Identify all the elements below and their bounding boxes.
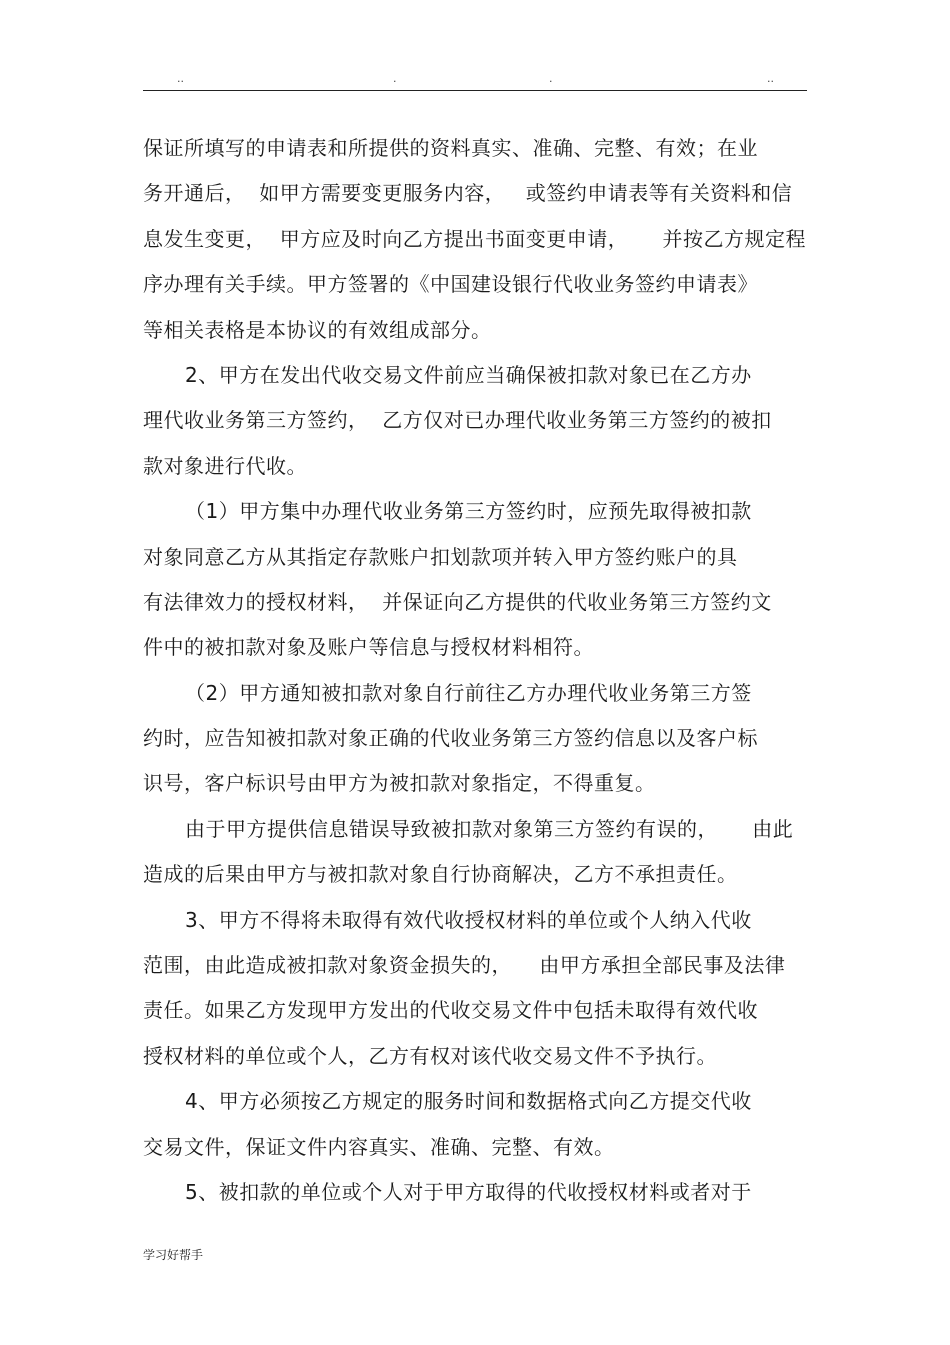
header-mark: . bbox=[549, 72, 553, 85]
text-line: 等相关表格是本协议的有效组成部分。 bbox=[143, 317, 492, 342]
text-line: （2）甲方通知被扣款对象自行前往乙方办理代收业务第三方签 bbox=[185, 680, 752, 705]
text-line: 2、甲方在发出代收交易文件前应当确保被扣款对象已在乙方办 bbox=[185, 362, 752, 387]
text-line: 授权材料的单位或个人，乙方有权对该代收交易文件不予执行。 bbox=[143, 1043, 717, 1068]
text-line: 约时，应告知被扣款对象正确的代收业务第三方签约信息以及客户标 bbox=[143, 726, 758, 751]
text-line: 息发生变更， 甲方应及时向乙方提出书面变更申请， 并按乙方规定程 bbox=[143, 226, 807, 251]
text-line: 5、被扣款的单位或个人对于甲方取得的代收授权材料或者对于 bbox=[185, 1179, 752, 1204]
text-line: 责任。如果乙方发现甲方发出的代收交易文件中包括未取得有效代收 bbox=[143, 998, 758, 1023]
text-line: 识号，客户标识号由甲方为被扣款对象指定，不得重复。 bbox=[143, 771, 656, 796]
text-line: 范围，由此造成被扣款对象资金损失的， 由甲方承担全部民事及法律 bbox=[143, 953, 786, 978]
text-line: 款对象进行代收。 bbox=[143, 453, 307, 478]
text-line: 保证所填写的申请表和所提供的资料真实、准确、完整、有效；在业 bbox=[143, 136, 758, 160]
page-footer: 学习好帮手 bbox=[143, 1248, 204, 1262]
text-line: 序办理有关手续。甲方签署的《中国建设银行代收业务签约申请表》 bbox=[143, 272, 758, 297]
text-line: 件中的被扣款对象及账户等信息与授权材料相符。 bbox=[143, 635, 594, 660]
text-line: 务开通后， 如甲方需要变更服务内容， 或签约申请表等有关资料和信 bbox=[143, 181, 793, 206]
page-header bbox=[143, 72, 807, 88]
text-line: 造成的后果由甲方与被扣款对象自行协商解决，乙方不承担责任。 bbox=[143, 862, 738, 887]
header-mark: .. bbox=[177, 72, 184, 85]
text-line: 有法律效力的授权材料， 并保证向乙方提供的代收业务第三方签约文 bbox=[143, 589, 772, 614]
document-body bbox=[143, 126, 807, 1215]
text-line: 交易文件，保证文件内容真实、准确、完整、有效。 bbox=[143, 1134, 615, 1159]
header-mark: .. bbox=[767, 72, 774, 85]
header-mark: . bbox=[393, 72, 397, 85]
text-line: 3、甲方不得将未取得有效代收授权材料的单位或个人纳入代收 bbox=[185, 907, 752, 932]
text-line: （1）甲方集中办理代收业务第三方签约时，应预先取得被扣款 bbox=[185, 499, 752, 524]
text-line: 4、甲方必须按乙方规定的服务时间和数据格式向乙方提交代收 bbox=[185, 1089, 752, 1114]
header-divider bbox=[143, 90, 807, 91]
text-line: 对象同意乙方从其指定存款账户扣划款项并转入甲方签约账户的具 bbox=[143, 544, 738, 569]
text-line: 由于甲方提供信息错误导致被扣款对象第三方签约有误的， 由此 bbox=[185, 816, 794, 841]
text-line: 理代收业务第三方签约， 乙方仅对已办理代收业务第三方签约的被扣 bbox=[143, 408, 772, 433]
